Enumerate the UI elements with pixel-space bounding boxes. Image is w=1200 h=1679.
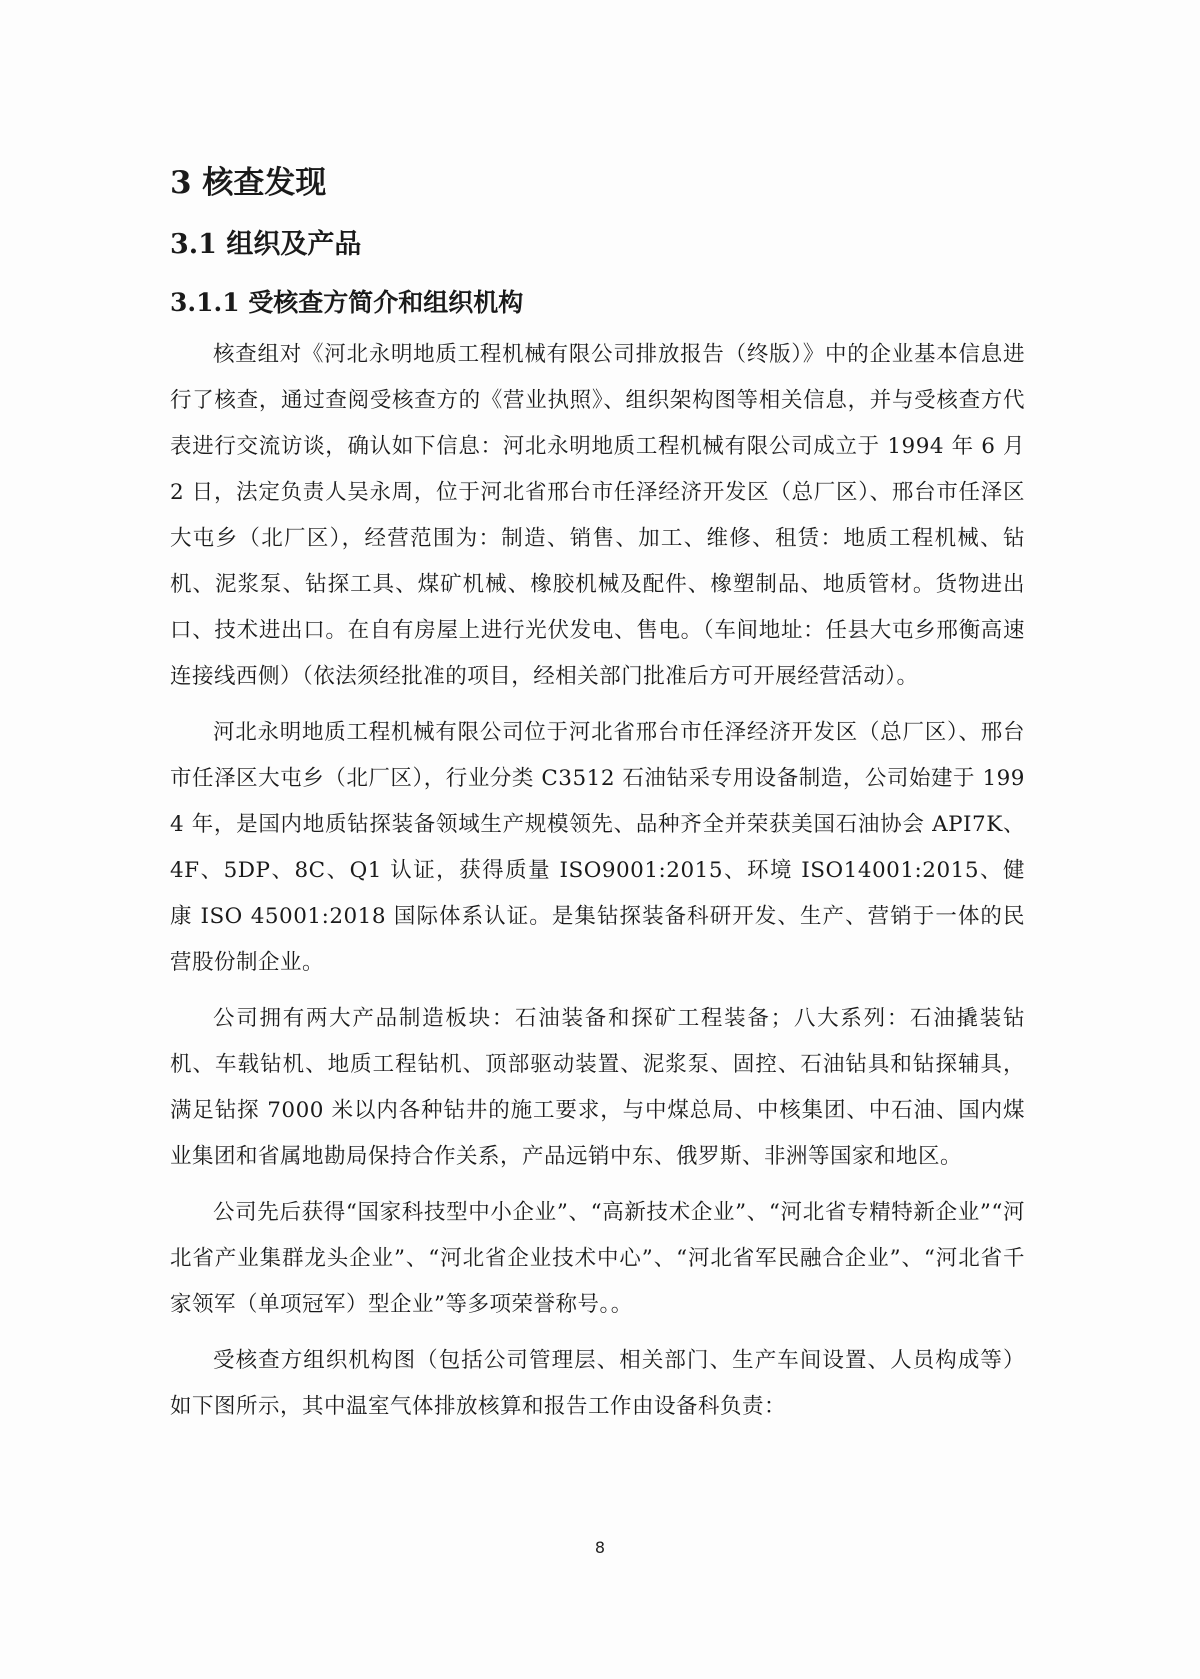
paragraph-company-profile: 河北永明地质工程机械有限公司位于河北省邢台市任泽经济开发区（总厂区）、邢台市任泽区大屯乡（北厂区），行业分类 C3512 石油钻采专用设备制造，公司始建于 1994 年，是国内地质钻探装备领域生产规模领先、品种齐全并荣获美国石油协会 API7K、4F、5DP、8C、Q1 认证，获得质量 ISO9001:2015、环境 ISO14001:2015、健康 ISO 45001:2018 国际体系认证。是集钻探装备科研开发、生产、营销于一体的民营股份制企业。 [170,720,1025,975]
paragraph-product-lines: 公司拥有两大产品制造板块：石油装备和探矿工程装备；八大系列：石油撬装钻机、车载钻机、地质工程钻机、顶部驱动装置、泥浆泵、固控、石油钻具和钻探辅具，满足钻探 7000 米以内各种钻井的施工要求，与中煤总局、中核集团、中石油、国内煤业集团和省属地勘局保持合作关系，产品远销中东、俄罗斯、非洲等国家和地区。 [170,1006,1025,1169]
paragraph-org-chart-intro: 受核查方组织机构图（包括公司管理层、相关部门、生产车间设置、人员构成等）如下图所示，其中温室气体排放核算和报告工作由设备科负责： [170,1348,1025,1419]
page-number: 8 [594,1538,606,1557]
heading-section-3: 3 核查发现 [170,165,327,201]
paragraph-honors: 公司先后获得“国家科技型中小企业”、“高新技术企业”、“河北省专精特新企业”“河北省产业集群龙头企业”、“河北省企业技术中心”、“河北省军民融合企业”、“河北省千家领军（单项冠军）型企业”等多项荣誉称号。。 [170,1200,1025,1317]
page-content [170,150,1025,1440]
paragraph-company-info: 核查组对《河北永明地质工程机械有限公司排放报告（终版）》中的企业基本信息进行了核查，通过查阅受核查方的《营业执照》、组织架构图等相关信息，并与受核查方代表进行交流访谈，确认如下信息：河北永明地质工程机械有限公司成立于 1994 年 6 月 2 日，法定负责人吴永周，位于河北省邢台市任泽经济开发区（总厂区）、邢台市任泽区大屯乡（北厂区），经营范围为：制造、销售、加工、维修、租赁：地质工程机械、钻机、泥浆泵、钻探工具、煤矿机械、橡胶机械及配件、橡塑制品、地质管材。货物进出口、技术进出口。在自有房屋上进行光伏发电、售电。（车间地址：任县大屯乡邢衡高速连接线西侧）（依法须经批准的项目，经相关部门批准后方可开展经营活动）。 [170,342,1025,689]
heading-section-3-1: 3.1 组织及产品 [170,229,362,260]
heading-section-3-1-1: 3.1.1 受核查方简介和组织机构 [170,288,524,317]
